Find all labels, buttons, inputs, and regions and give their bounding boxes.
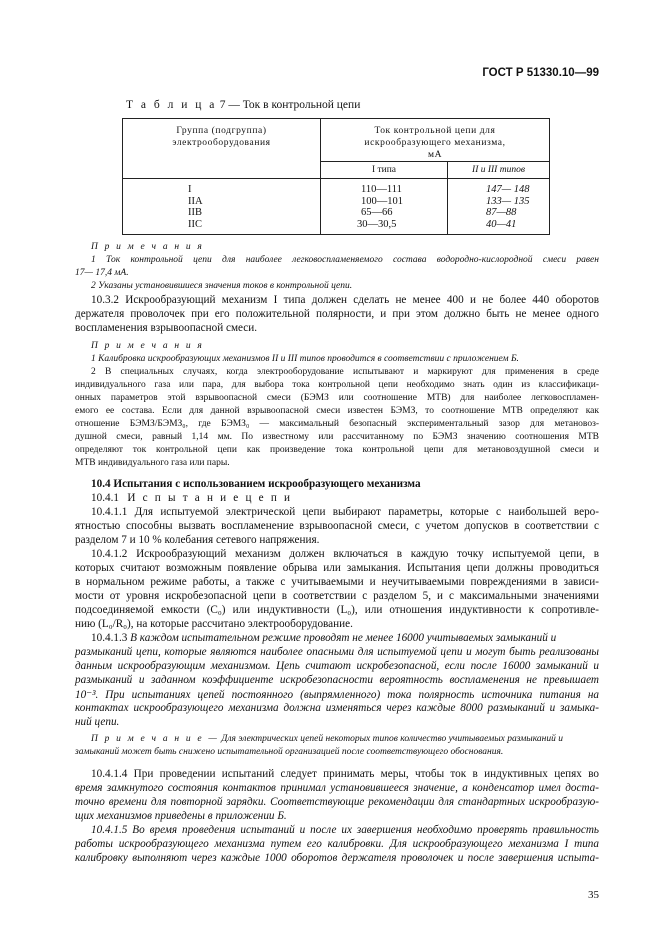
paragraph-line: подсоединяемой емкости (C₀) или индуктивности (L₀), или отношения индуктивности к сопротивле- [75, 604, 599, 616]
note-line: 1 Ток контрольной цепи для наиболее легковоспламеняемого состава водородно-кислородной смеси равен [91, 255, 599, 265]
paragraph-line: калибровку выполняют через каждые 1000 оборотов держателя проволочек и после завершения испыта- [75, 852, 599, 864]
paragraph-line: разделом 7 и 10 % колебания сетевого напряжения. [75, 534, 320, 546]
paragraph-text: В каждом испытательном режиме проводят не менее 16000 учитываемых замыканий и [130, 632, 557, 644]
paragraph-line: 10.4.1.4 При проведении испытаний следует принимать меры, чтобы ток в индуктивных цепях во [91, 768, 599, 780]
table-cell-group: IIC [188, 218, 202, 230]
paragraph-line: 10.3.2 Искрообразующий механизм I типа должен сделать не менее 400 и не более 440 оборотов [91, 294, 599, 306]
paragraph-line [91, 632, 599, 644]
paragraph-line: работы искрообразующего механизма путем его калибровки. Для искрообразующего механизма I типа [75, 838, 599, 850]
table-cell-group: IIB [188, 207, 202, 218]
note-line: МТВ индивидуального газа или пары. [75, 458, 230, 468]
table-cell-type23: 133— 135 [486, 195, 530, 207]
paragraph-line: точно времени для повторной зарядки. Соответствующие рекомендации для стандартных искрообразую- [75, 796, 599, 808]
paragraph-line: держателя проволочек при его положительной полярности, и при этом должно быть не менее одного [75, 308, 599, 320]
paragraph-line: в нормальном режиме работы, а также с учитываемыми и неучитываемыми повреждениями в зависи- [75, 576, 599, 588]
table-caption-text: 7 — Ток в контрольной цепи [219, 99, 361, 111]
note-line: индивидуального газа или пара, для выбора тока контрольной цепи необходимо знать один из классификаци- [75, 380, 599, 390]
document-id-header: ГОСТ Р 51330.10—99 [482, 67, 599, 79]
paragraph-line: 10.4.1.2 Искрообразующий механизм должен включаться в каждую точку испытуемой цепи, в [91, 548, 599, 560]
table-cell-group: IIA [188, 195, 203, 207]
type1-column [321, 179, 448, 235]
note-line: 17— 17,4 мА. [75, 268, 129, 278]
paragraph-line: мости от уровня искробезопасной цепи в соответствии с разделом 5, и с максимальными значениями [75, 590, 599, 602]
table-cell-group: I [188, 184, 192, 195]
paragraph-line: время замкнутого состояния контактов принимал установившееся значение, а конденсатор имел доста- [75, 782, 599, 794]
table-cell-type23: 147— 148 [486, 184, 530, 195]
table-cell-type1: 110—111 [361, 184, 402, 195]
notes-title: П р и м е ч а н и я [91, 341, 204, 351]
paragraph-number: 10.4.1.3 [91, 632, 128, 644]
paragraph-line: которых считают возможным появление обрыва или замыкания. Испытания цепи должны проводиться [75, 562, 599, 574]
paragraph-line: данным искрообразующим механизмом. Цепь считают искробезопасной, если после 16000 замыканий и [75, 660, 599, 672]
paragraph-line: воспламенения взрывоопасной смеси. [75, 322, 258, 334]
paragraph-line: ний цепи. [75, 716, 120, 728]
paragraph-line: размыканий цепи, которые являются наиболее опасными для испытуемой цепи и могут быть реализованы [75, 646, 599, 658]
paragraph-line: 10.4.1.5 Во время проведения испытаний и после их завершения необходимо проверять правильность [91, 824, 599, 836]
paragraph-line: контактах искрообразующего механизма должна изменяться через каждые 8000 размыканий и замыка- [75, 702, 599, 714]
note-line: определяют ток контрольной цепи как произведение тока контрольной цепи для метановоздушной смеси и [75, 445, 599, 455]
header-group: Группа (подгруппа) электрооборудования [123, 119, 321, 179]
table-cell-type1: 30—30,5 [357, 218, 397, 230]
note-text: Для электрических цепей некоторых типов количество учитываемых размыканий и [221, 734, 563, 744]
note-line: 2 В специальных случаях, когда электрооборудование испытывают и маркируют для применения в среде [91, 367, 599, 377]
table-cell-type23: 87—88 [486, 207, 517, 218]
note-label: П р и м е ч а н и е — [91, 734, 219, 744]
paragraph-line: 10⁻³. При испытаниях цепей постоянного (выпрямленного) тока полярность источника питания на [75, 689, 599, 701]
section-heading: 10.4 Испытания с использованием искрообразующего механизма [91, 478, 421, 490]
subheader-type23: II и III типов [448, 162, 550, 179]
table-cell-type1: 100—101 [361, 195, 403, 207]
group-column [123, 179, 321, 235]
note-line: 1 Калибровка искрообразующих механизмов II и III типов проводится в соответствии с приложением Б. [91, 354, 519, 364]
note-line: емого ее состава. Если для данной взрывоопасной смеси известен БЭМЗ, то соотношение МТВ определяют как [75, 406, 599, 416]
paragraph-line: 10.4.1.1 Для испытуемой электрической цепи выбирают параметры, которые с наибольшей веро- [91, 506, 599, 518]
subsection-number: 10.4.1 [91, 492, 119, 504]
current-table [122, 118, 550, 235]
type23-column [448, 179, 550, 235]
paragraph-line: нию (L₀/R₀), на которые рассчитано электрооборудование. [75, 618, 353, 630]
subsection-name: И с п ы т а н и е ц е п и [127, 492, 293, 504]
note-line: онных параметров этой взрывоопасной смеси (БЭМЗ или соотношение МТВ) для наиболее легковоспламен- [75, 393, 599, 403]
paragraph-line: щих механизмов приведены в приложении Б. [75, 810, 287, 822]
table-caption-label: Т а б л и ц а [126, 99, 217, 111]
table-caption [126, 99, 360, 111]
paragraph-line: размыканий и заданном коэффициенте искробезопасности вероятность воспламенения не превышает [75, 674, 599, 686]
note-line: душной смеси, равный 1,14 мм. По известному или рассчитанному по БЭМЗ значению соотношения МТВ [75, 432, 599, 442]
header-current: Ток контрольной цепи для искрообразующего механизма, мА [321, 119, 550, 162]
note-line: замыканий может быть снижено испытательной организацией после соответствующего обоснования. [75, 747, 504, 757]
notes-title: П р и м е ч а н и я [91, 242, 204, 252]
page-number: 35 [588, 889, 599, 901]
note-line: отношение БЭМЗ/БЭМЗ₀, где БЭМЗ₀ — максимальный безопасный экспериментальный зазор для метановоз- [75, 419, 599, 429]
note-line: 2 Указаны установившиеся значения токов в контрольной цепи. [91, 281, 353, 291]
table-cell-type23: 40—41 [486, 218, 517, 230]
paragraph-line: ятностью способны вызвать воспламенение взрывоопасной смеси, с учетом допусков в соответствии с [75, 520, 599, 532]
table-cell-type1: 65—66 [361, 207, 393, 218]
subheader-type1: I типа [321, 162, 448, 179]
subsection-title [91, 492, 599, 504]
note-line [91, 734, 599, 744]
